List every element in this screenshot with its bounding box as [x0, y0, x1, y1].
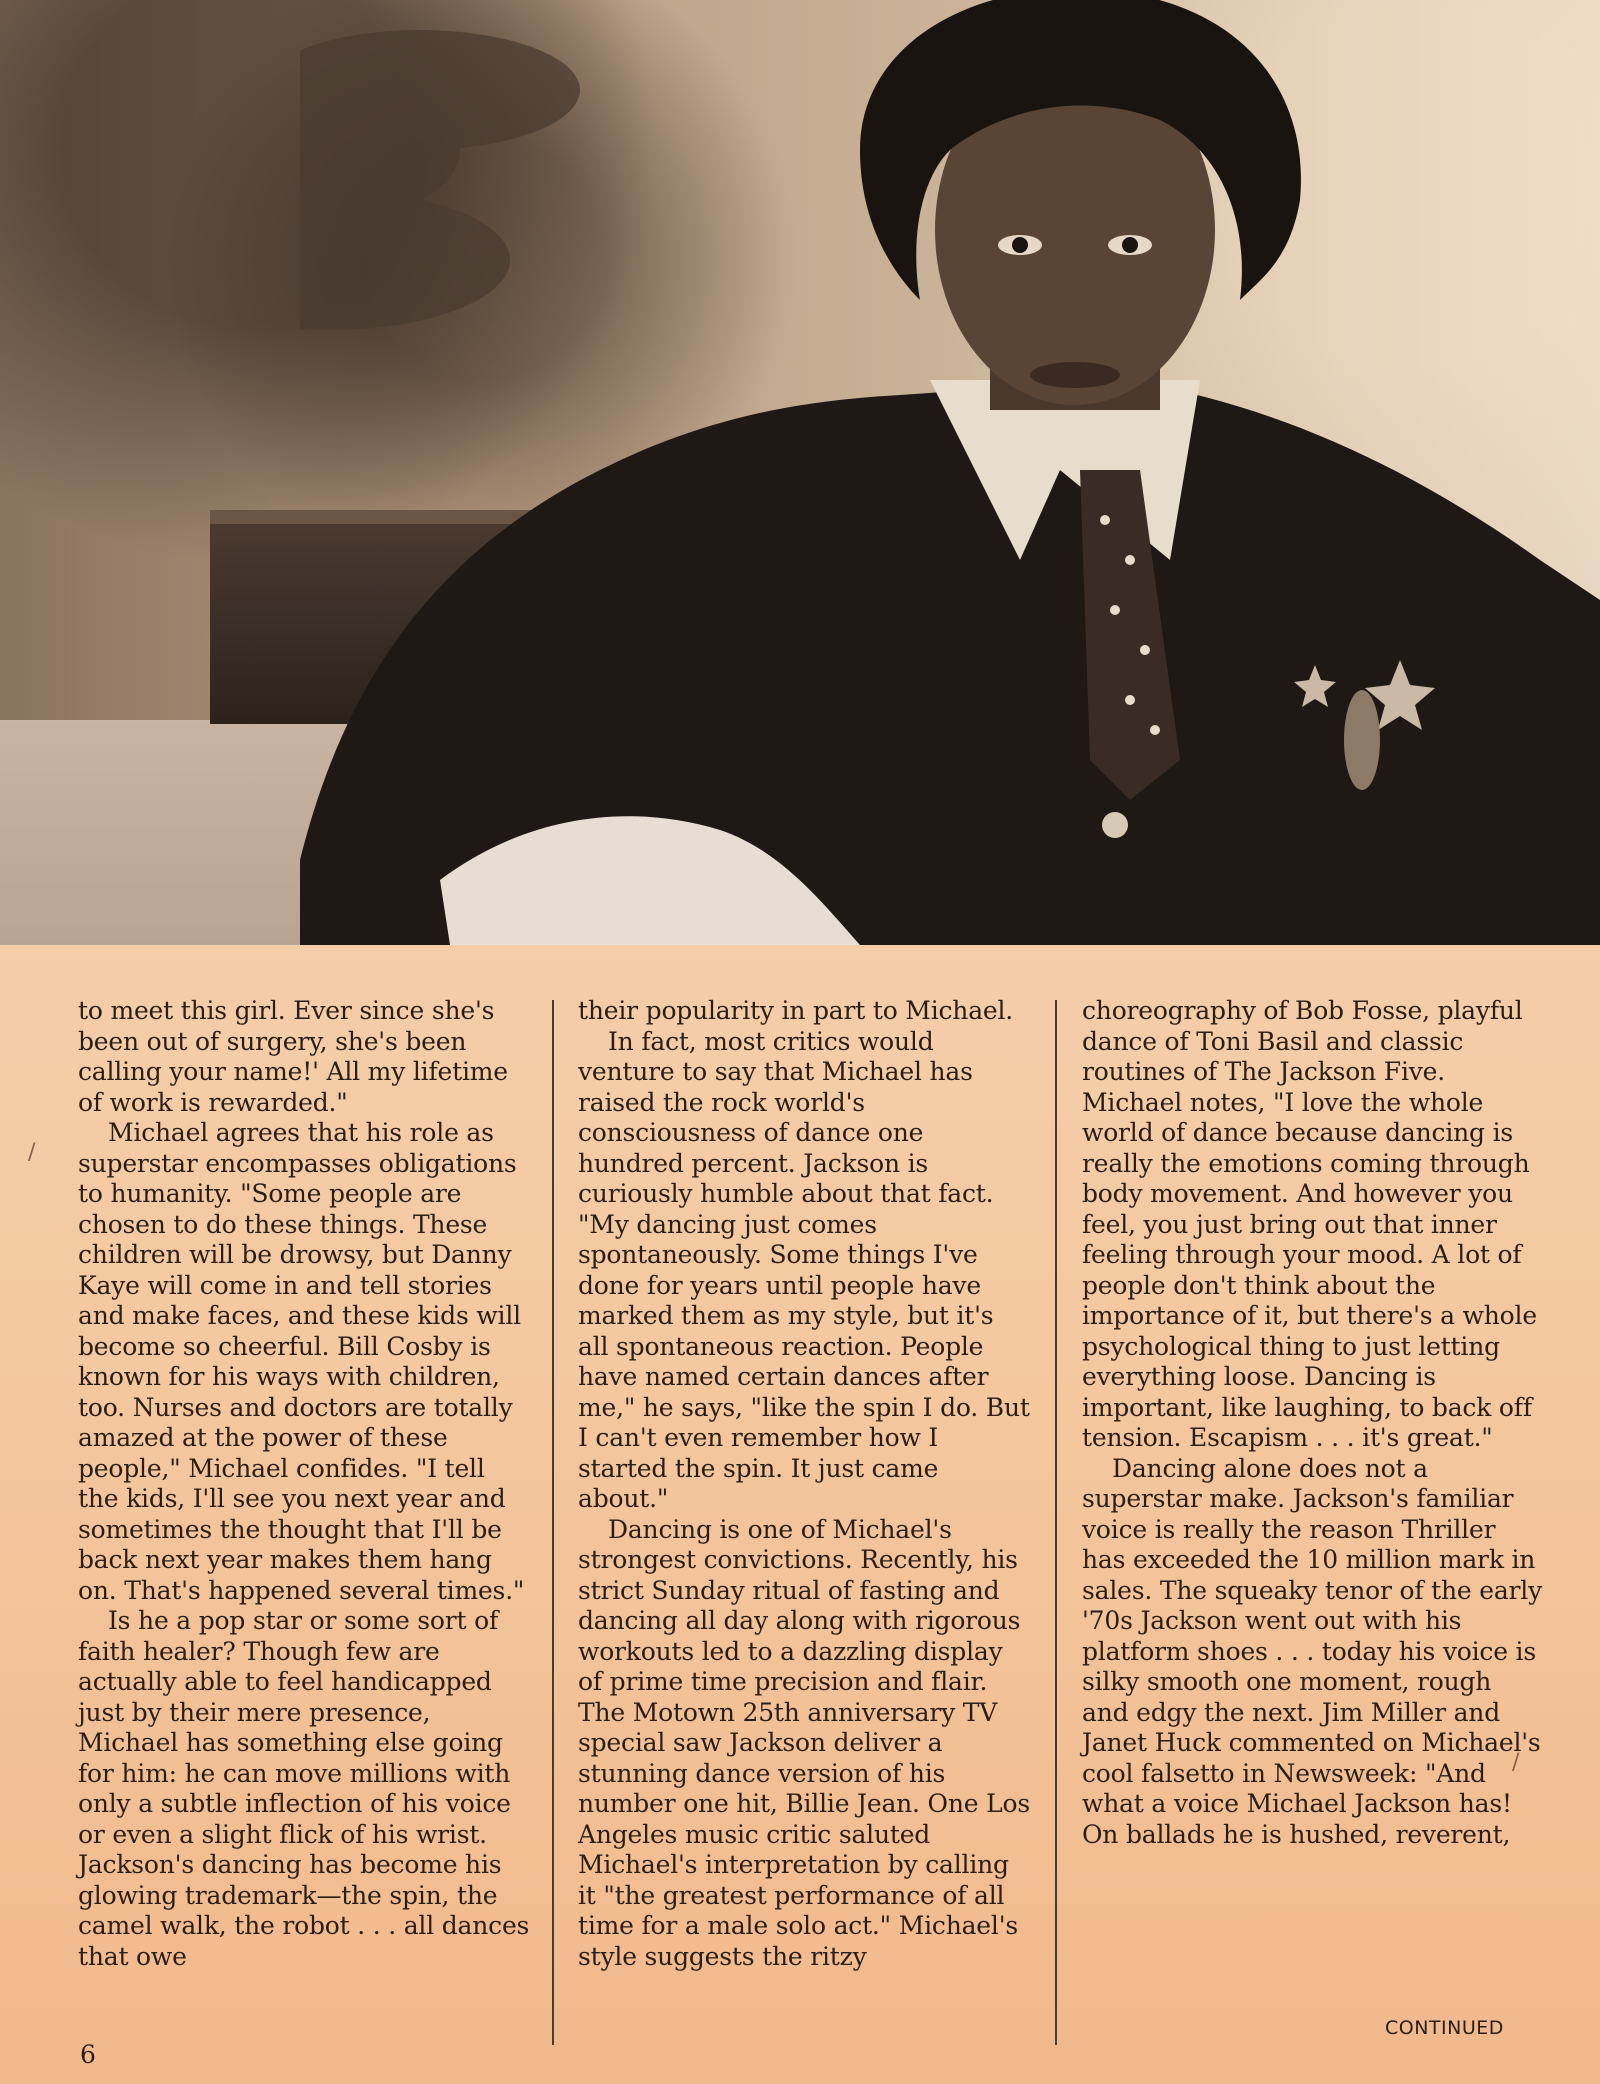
man-in-suit-figure — [300, 0, 1600, 945]
article-paragraph: to meet this girl. Ever since she's been out of surgery, she's been calling your name!' All my lifetime of work is rewarded." — [78, 996, 508, 1117]
article-column-2 — [578, 996, 1030, 1972]
article-paragraph: their popularity in part to Michael. — [578, 996, 1014, 1025]
page-number: 6 — [80, 2040, 96, 2069]
article-paragraph: In fact, most critics would venture to say that Michael has raised the rock world's consciousness of dance one hundred percent. Jackson is curiously humble about that fact. "My dancing just comes spontaneously. Some things I've done for years until people have marked them as my style, but it's all spontaneous reaction. People have named certain dances after me," he says, "like the spin I do. But I can't even remember how I started the spin. It just came about." — [578, 1026, 1030, 1513]
article-paragraph: choreography of Bob Fosse, playful dance of Toni Basil and classic routines of The Jackson Five. Michael notes, "I love the whole world of dance because dancing is really the emotions coming through body movement. And however you feel, you just bring out that inner feeling through your mood. A lot of people don't think about the importance of it, but there's a whole psychological thing to just letting everything loose. Dancing is important, like laughing, to back off tension. Escapism . . . it's great." — [1082, 996, 1537, 1452]
column-divider — [1055, 1000, 1057, 2045]
continued-label: CONTINUED — [1385, 2017, 1504, 2039]
margin-mark: / — [1512, 1750, 1520, 1775]
article-paragraph: Dancing alone does not a superstar make. Jackson's familiar voice is really the reason Thriller has exceeded the 10 million mark in sales. The squeaky tenor of the early '70s Jackson went out with his platform shoes . . . today his voice is silky smooth one moment, rough and edgy the next. Jim Miller and Janet Huck commented on Michael's cool falsetto in Newsweek: "And what a voice Michael Jackson has! On ballads he is hushed, reverent, — [1082, 1453, 1543, 1849]
margin-mark: / — [28, 1140, 36, 1165]
portrait-photo — [0, 0, 1600, 945]
article-paragraph: Is he a pop star or some sort of faith healer? Though few are actually able to feel handicapped just by their mere presence, Michael has something else going for him: he can move millions with only a subtle inflection of his voice or even a slight flick of his wrist. Jackson's dancing has become his glowing trademark—the spin, the camel walk, the robot . . . all dances that owe — [78, 1606, 530, 1971]
foliage-shapes — [300, 30, 580, 330]
article-column-1 — [78, 996, 530, 1972]
article-column-3 — [1082, 996, 1544, 1850]
article-paragraph: Dancing is one of Michael's strongest convictions. Recently, his strict Sunday ritual of fasting and dancing all day along with rigorous workouts led to a dazzling display of prime time precision and flair. The Motown 25th anniversary TV special saw Jackson deliver a stunning dance version of his number one hit, Billie Jean. One Los Angeles music critic saluted Michael's interpretation by calling it "the greatest performance of all time for a male solo act." Michael's style suggests the ritzy — [578, 1514, 1030, 1971]
article-paragraph: Michael agrees that his role as superstar encompasses obligations to humanity. "Some people are chosen to do these things. These children will be drowsy, but Danny Kaye will come in and tell stories and make faces, and these kids will become so cheerful. Bill Cosby is known for his ways with children, too. Nurses and doctors are totally amazed at the power of these people," Michael confides. "I tell the kids, I'll see you next year and sometimes the thought that I'll be back next year makes them hang on. That's happened several times." — [78, 1118, 525, 1605]
column-divider — [552, 1000, 554, 2045]
